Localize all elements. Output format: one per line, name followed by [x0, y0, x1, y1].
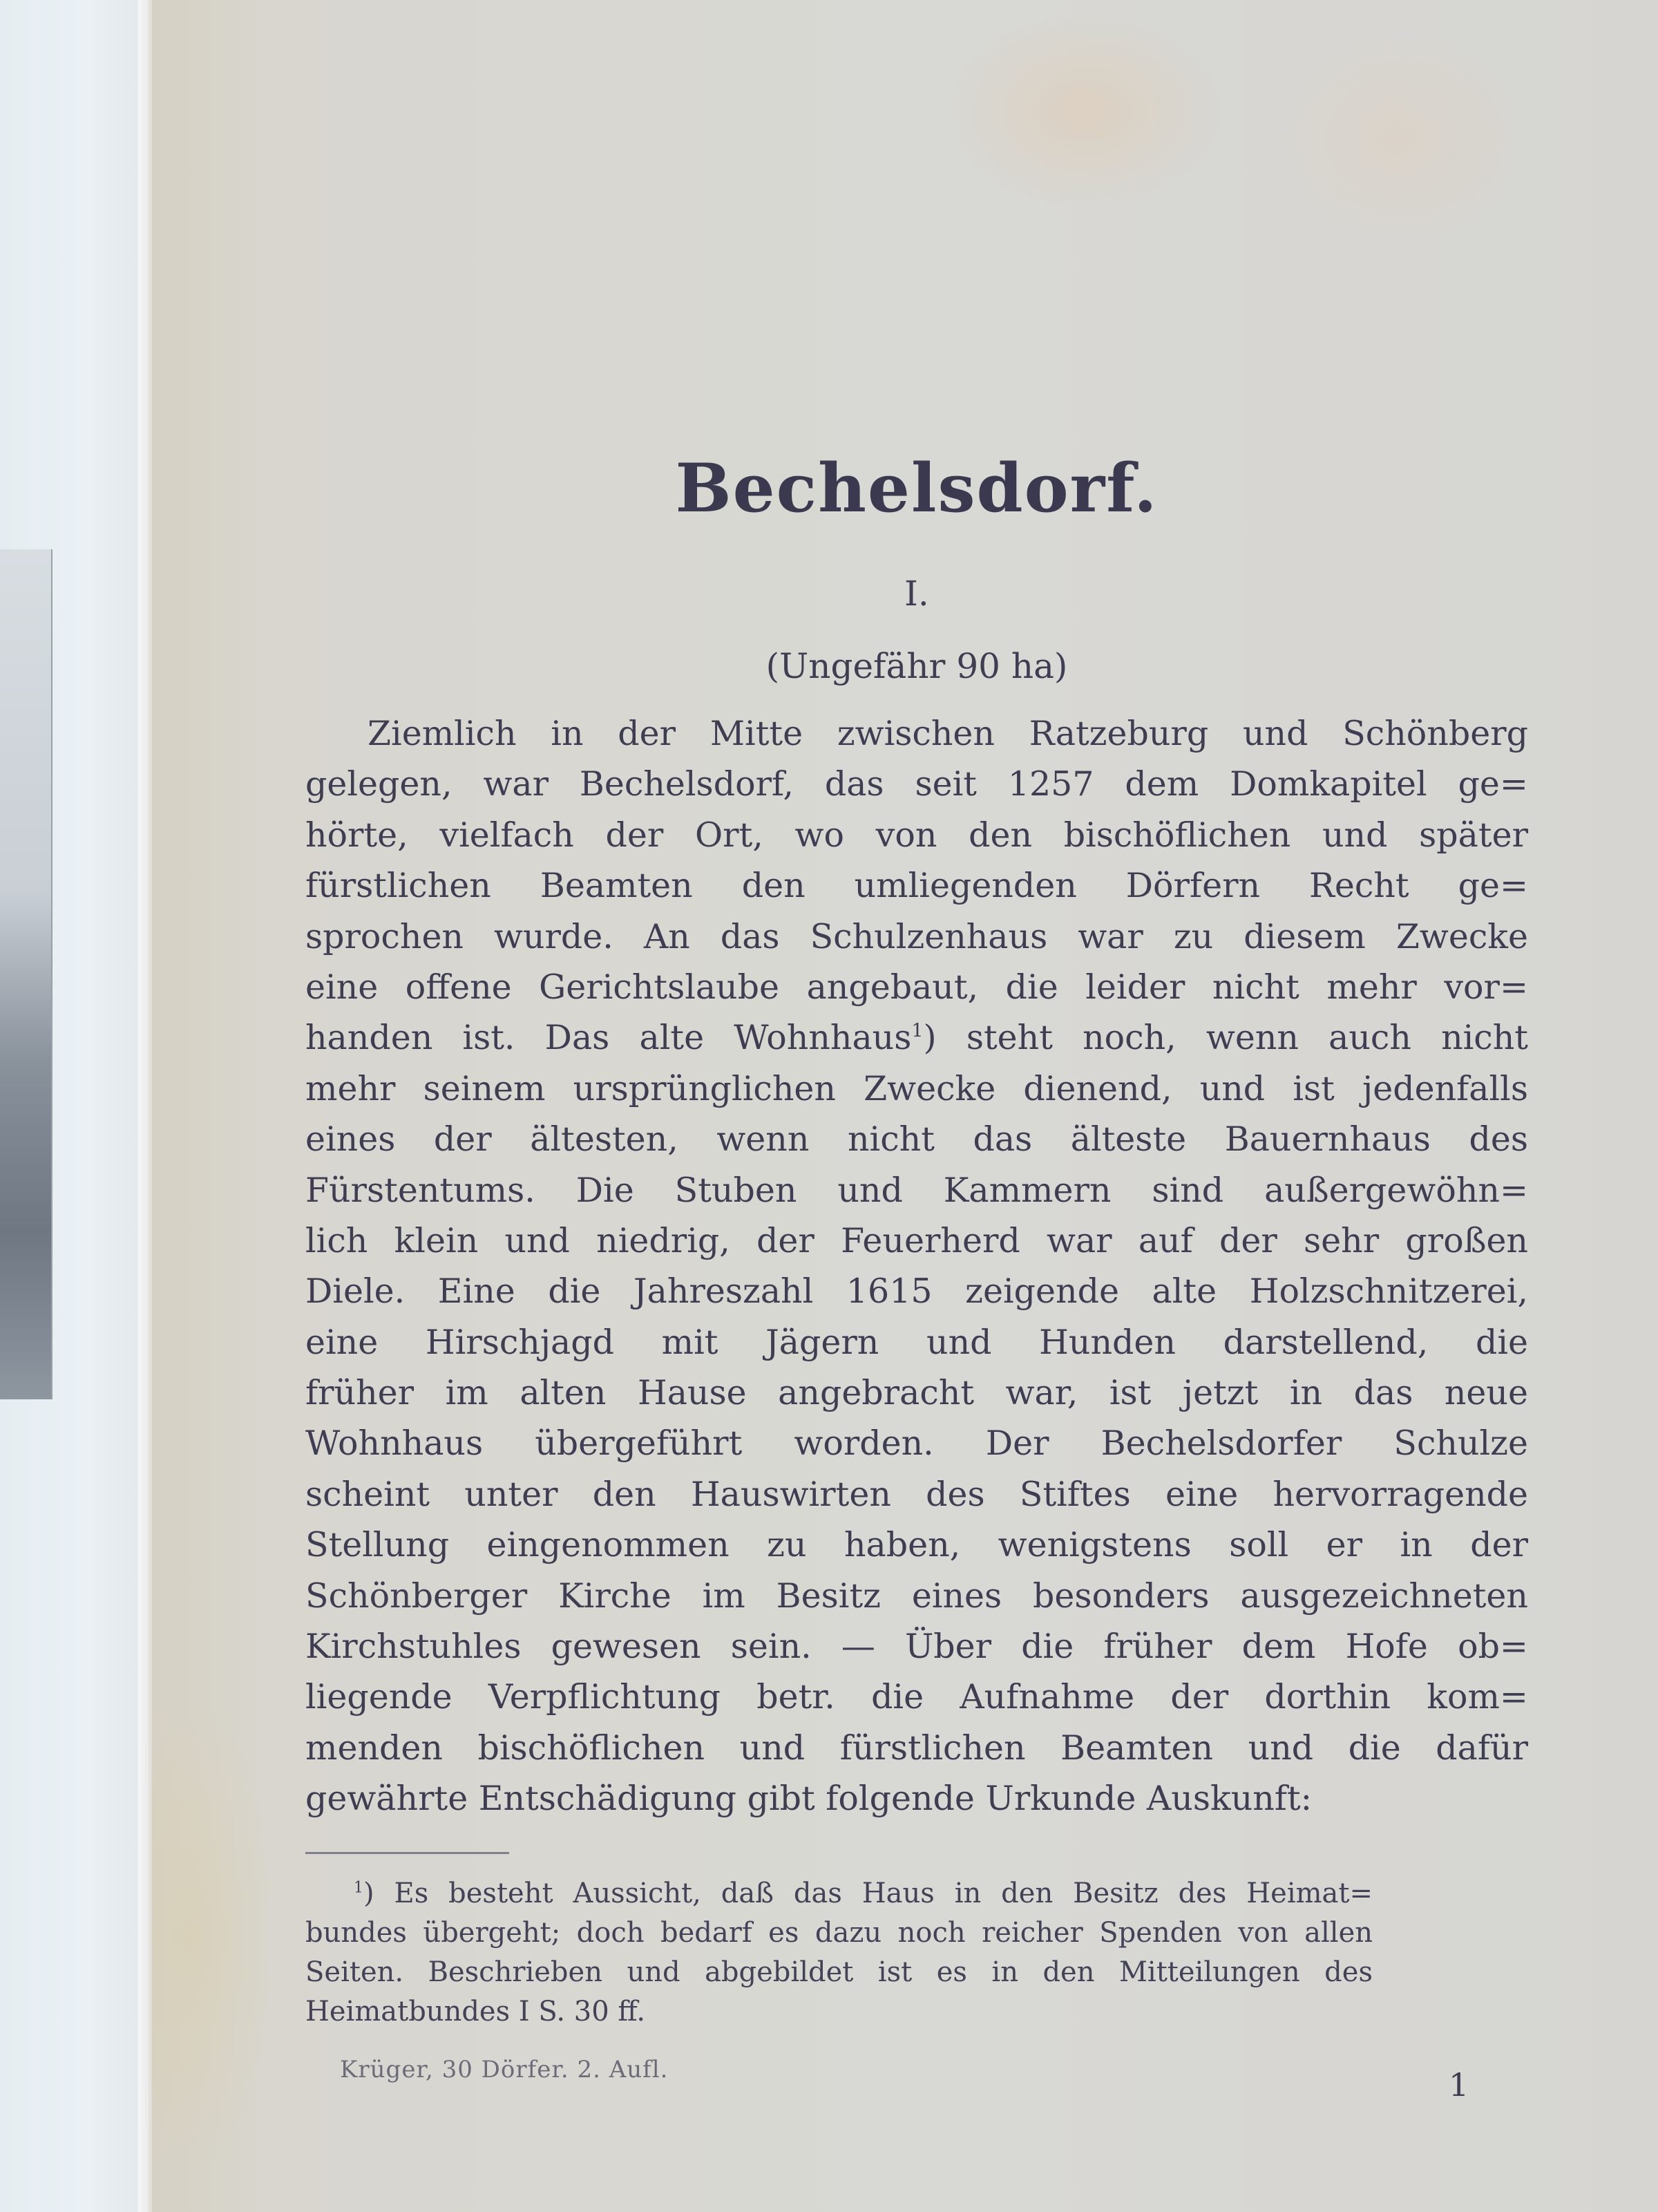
footnote-line: Seiten. Beschrieben und abgebildet ist es in den Mitteilungen des: [305, 1956, 1373, 1988]
area-note: (Ungefähr 90 ha): [765, 646, 1068, 686]
facing-page-photo-plate: [0, 549, 53, 1399]
body-line: Kirchstuhles gewesen sein. — Über die früher dem Hofe ob=: [305, 1627, 1528, 1667]
body-line: eine Hirschjagd mit Jägern und Hunden darstellend, die: [305, 1322, 1528, 1362]
body-line-text: ) steht noch, wenn auch nicht: [923, 1018, 1528, 1058]
body-line: fürstlichen Beamten den umliegenden Dörfern Recht ge=: [305, 866, 1528, 906]
footnote-marker: 1: [354, 1879, 363, 1897]
footnote-reference: 1: [911, 1021, 924, 1043]
body-line: menden bischöflichen und fürstlichen Beamten und die dafür: [305, 1728, 1528, 1768]
body-line: eines der ältesten, wenn nicht das älteste Bauernhaus des: [305, 1119, 1528, 1160]
body-line: mehr seinem ursprünglichen Zwecke dienend, und ist jedenfalls: [305, 1068, 1528, 1108]
body-line: Fürstentums. Die Stuben und Kammern sind außergewöhn=: [305, 1170, 1528, 1210]
body-line: gelegen, war Bechelsdorf, das seit 1257 dem Domkapitel ge=: [305, 764, 1528, 804]
body-line: lich klein und niedrig, der Feuerherd war auf der sehr großen: [305, 1220, 1528, 1260]
book-page: [152, 0, 1658, 2212]
section-number: I.: [904, 574, 929, 614]
page-number: 1: [1449, 2066, 1469, 2104]
footnote-line: Heimatbundes I S. 30 ff.: [305, 1996, 646, 2027]
body-line: hörte, vielfach der Ort, wo von den bischöflichen und später: [305, 815, 1528, 855]
body-line-text: handen ist. Das alte Wohnhaus: [305, 1018, 912, 1058]
body-line: liegende Verpflichtung betr. die Aufnahme der dorthin kom=: [305, 1677, 1528, 1717]
body-line: Wohnhaus übergeführt worden. Der Bechelsdorfer Schulze: [305, 1424, 1528, 1464]
body-line: Diele. Eine die Jahreszahl 1615 zeigende alte Holzschnitzerei,: [305, 1272, 1528, 1312]
footnote-divider: [305, 1852, 509, 1854]
body-line: Stellung eingenommen zu haben, wenigstens soll er in der: [305, 1525, 1528, 1565]
chapter-title: Bechelsdorf.: [675, 449, 1159, 527]
body-paragraph: [305, 708, 1528, 1824]
body-line: eine offene Gerichtslaube angebaut, die leider nicht mehr vor=: [305, 967, 1528, 1007]
body-line: Schönberger Kirche im Besitz eines besonders ausgezeichneten: [305, 1576, 1528, 1616]
footnote-text: ) Es besteht Aussicht, daß das Haus in den Besitz des Heimat=: [363, 1878, 1373, 1909]
body-line: Ziemlich in der Mitte zwischen Ratzeburg und Schönberg: [368, 714, 1528, 753]
body-line: früher im alten Hause angebracht war, ist jetzt in das neue: [305, 1373, 1528, 1413]
body-line: sprochen wurde. An das Schulzenhaus war zu diesem Zwecke: [305, 916, 1528, 956]
footnote: [305, 1874, 1373, 2032]
body-line-with-footnote-ref: [305, 1012, 1528, 1063]
body-line: scheint unter den Hauswirten des Stiftes eine hervorragende: [305, 1474, 1528, 1514]
footnote-line: bundes übergeht; doch bedarf es dazu noch reicher Spenden von allen: [305, 1917, 1373, 1949]
facing-page: [0, 0, 149, 2212]
printer-signature: Krüger, 30 Dörfer. 2. Aufl.: [340, 2056, 669, 2083]
footnote-line: [305, 1874, 1373, 1913]
body-line: gewährte Entschädigung gibt folgende Urkunde Auskunft:: [305, 1779, 1313, 1819]
